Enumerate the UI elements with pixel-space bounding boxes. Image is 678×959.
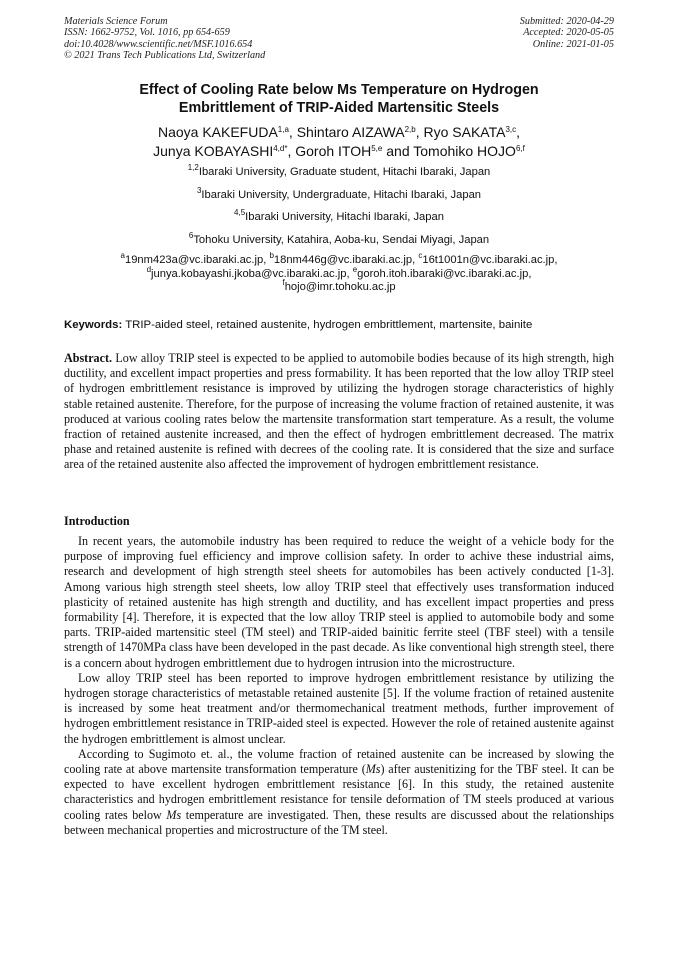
- affiliation-superscript: 1,2: [187, 163, 199, 172]
- email-link[interactable]: 19nm423a@vc.ibaraki.ac.jp,: [124, 254, 270, 266]
- email-superscript: d: [146, 264, 152, 274]
- email-superscript: b: [269, 251, 274, 260]
- title-line-2: Embrittlement of TRIP-Aided Martensitic Steels: [178, 99, 500, 116]
- intro-text: According to Sugimoto et. al., the volume fraction of retained austenite can be increased by slowing the cooling rate at above martensite transformation temperature (: [64, 746, 614, 777]
- affiliation-text: Tohoku University, Katahira, Aoba-ku, Sendai Miyagi, Japan: [193, 233, 490, 246]
- author-name: , Shintaro AIZAWA: [288, 124, 405, 140]
- affiliation-text: Ibaraki University, Undergraduate, Hitachi Ibaraki, Japan: [201, 188, 482, 201]
- email-superscript: e: [352, 264, 358, 274]
- issn-line: ISSN: 1662-9752, Vol. 1016, pp 654-659: [64, 27, 230, 39]
- intro-paragraph-1: In recent years, the automobile industry has been required to reduce the weight of a vehicle body for the purpose of improving fuel efficiency and improve collision safety. In order to achive these industrial aims, research and development of high strength steel sheets for automobiles has been actively conducted [1-3]. Among various high strength steel sheets, low alloy TRIP steel that effectively uses transformation induced plasticity of retained austenite has high strength and ductility, and has excellent impact properties and press formability [4]. Therefore, it is expected that the low alloy TRIP steel is applied to automobile body and some parts. TRIP-aided martensitic steel (TM steel) and TRIP-aided bainitic ferrite steel (TBF steel) with a tensile strength of 1470MPa class have been developed in the past decade. As like conventional high strength steel, there is a concern about hydrogen embrittlement due to hydrogen intrusion into the microstructure.: [64, 534, 614, 670]
- keywords-text: TRIP-aided steel, retained austenite, hydrogen embrittlement, martensite, bainite: [122, 319, 533, 331]
- affiliation-item: [60, 230, 618, 257]
- author-line-1: [60, 123, 618, 142]
- author-name: and Tomohiko HOJO: [382, 143, 516, 159]
- author-superscript: 5,e: [371, 144, 383, 153]
- intro-text: temperature are investigated. Then, these results are discussed about the relationships between mechanical properties and microstructure of the TM steel.: [64, 807, 615, 837]
- author-superscript: 6,f: [515, 144, 525, 153]
- journal-info: [64, 16, 265, 62]
- affiliation-text: Ibaraki University, Hitachi Ibaraki, Japan: [245, 211, 444, 223]
- email-superscript: a: [120, 251, 125, 260]
- introduction-body: [64, 534, 614, 838]
- online-date: Online: 2021-01-05: [532, 38, 614, 50]
- doi-line[interactable]: doi:10.4028/www.scientific.net/MSF.1016.654: [64, 38, 253, 50]
- affiliation-item: [60, 208, 618, 234]
- author-name: , Goroh ITOH: [287, 143, 372, 159]
- title-line-1: Effect of Cooling Rate below Ms Temperature on Hydrogen: [139, 82, 539, 98]
- intro-paragraph-3: [64, 747, 614, 838]
- affiliation-superscript: 6: [188, 230, 194, 240]
- abstract-text: Low alloy TRIP steel is expected to be applied to automobile bodies because of its high strength, high ductility, and excellent impact properties and press formability. It has been reported that the low alloy TRIP steel of hydrogen embrittlement resistance is improved by utilizing the hydrogen storage characteristics of highly stable retained austenite. Therefore, for the purpose of increasing the volume fraction of retained austenite, it was produced at various cooling rates below the martensite transformation start temperature. As a result, the volume fraction of retained austenite increased, and then the effect of hydrogen embrittlement decreased. The matrix phase and retained austenite is refined with decrees of the cooling rate. It is considered that the size and surface area of the retained austenite also affected the improvement of hydrogen embrittlement resistance.: [64, 351, 614, 472]
- affiliation-item: [60, 185, 618, 212]
- author-name: , Ryo SAKATA: [415, 124, 506, 140]
- author-separator: ,: [516, 124, 521, 140]
- affiliation-superscript: 4,5: [234, 208, 246, 217]
- email-line-2: [60, 264, 618, 282]
- paper-title: [60, 82, 618, 117]
- keywords-line: [64, 318, 624, 332]
- copyright-line: © 2021 Trans Tech Publications Ltd, Switzerland: [64, 50, 266, 62]
- submitted-date: Submitted: 2020-04-29: [519, 16, 614, 27]
- dates-info: [520, 16, 614, 50]
- email-link[interactable]: 18nm446g@vc.ibaraki.ac.jp,: [273, 254, 419, 266]
- affiliations: [60, 163, 618, 256]
- accepted-date: Accepted: 2020-05-05: [523, 27, 614, 39]
- email-line-1: [60, 251, 618, 268]
- ms-symbol: Ms: [166, 807, 182, 822]
- email-superscript: f: [282, 278, 285, 288]
- author-name: Naoya KAKEFUDA: [157, 124, 278, 140]
- author-superscript: 2,b: [404, 125, 416, 134]
- introduction-heading: Introduction: [64, 514, 130, 528]
- author-superscript: 4,d*: [273, 144, 288, 153]
- intro-text: ) after austenitizing for the TBF steel. It can be expected to have excellent hydrogen embrittlement resistance [6]. In this study, the retained austenite characteristics and hydrogen embrittlement resistance for tensile deformation of TM steels produced at various cooling rates below: [64, 762, 614, 822]
- intro-paragraph-2: Low alloy TRIP steel has been reported to improve hydrogen embrittlement resistance by utilizing the hydrogen storage characteristics of metastable retained austenite [5]. If the volume fraction of retained austenite is increased by some heat treatment and/or thermomechanical treatment methods, further improvement of hydrogen embrittlement resistance in TRIP-aided steel is expected. However the role of retained austenite against the hydrogen embrittlement is almost unclear.: [64, 670, 614, 746]
- email-link[interactable]: 16t1001n@vc.ibaraki.ac.jp,: [422, 254, 558, 266]
- email-link[interactable]: junya.kobayashi.jkoba@vc.ibaraki.ac.jp,: [151, 267, 353, 280]
- email-superscript: c: [418, 251, 423, 260]
- affiliation-text: Ibaraki University, Graduate student, Hitachi Ibaraki, Japan: [198, 166, 491, 178]
- author-list: [60, 123, 618, 161]
- author-name: Junya KOBAYASHI: [153, 143, 274, 159]
- journal-name: Materials Science Forum: [64, 16, 168, 27]
- abstract-label: Abstract.: [64, 351, 113, 365]
- affiliation-superscript: 3: [196, 185, 202, 195]
- ms-symbol: Ms: [365, 762, 381, 777]
- email-link[interactable]: hojo@imr.tohoku.ac.jp: [284, 281, 396, 294]
- abstract-paragraph: [64, 351, 614, 473]
- keywords-label: Keywords:: [64, 319, 123, 331]
- email-link[interactable]: goroh.itoh.ibaraki@vc.ibaraki.ac.jp,: [357, 267, 532, 280]
- author-superscript: 3,c: [505, 125, 517, 134]
- author-line-2: [60, 142, 618, 161]
- email-list: [60, 251, 618, 295]
- email-line-3: [60, 278, 618, 295]
- affiliation-item: [60, 163, 618, 189]
- author-superscript: 1,a: [277, 125, 289, 134]
